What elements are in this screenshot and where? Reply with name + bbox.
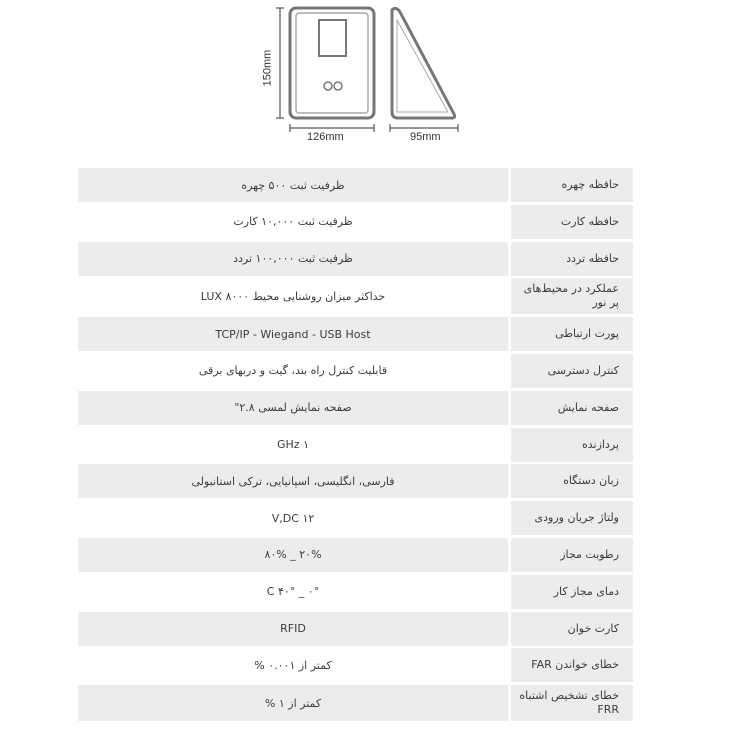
spec-label: حافظه چهره	[511, 168, 633, 202]
table-row	[78, 428, 633, 462]
device-side-outline	[392, 8, 455, 118]
spec-value: ۰° _ ۴۰° C	[266, 585, 320, 599]
device-dimension-diagram	[0, 0, 730, 160]
spec-value: کمتر از ۰.۰۰۱ %	[254, 658, 332, 672]
spec-label: پردازنده	[511, 428, 633, 462]
table-row	[78, 354, 633, 388]
table-row	[78, 501, 633, 535]
table-row	[78, 168, 633, 202]
spec-label: ولتاژ جریان ورودی	[511, 501, 633, 535]
spec-value: TCP/IP - Wiegand - USB Host	[78, 317, 508, 351]
spec-label: زبان دستگاه	[511, 464, 633, 498]
spec-value: ۱ GHz	[277, 438, 309, 452]
spec-label: حافظه کارت	[511, 205, 633, 239]
depth-dimension-label: 95mm	[410, 131, 441, 143]
table-row	[78, 538, 633, 572]
spec-value: ۱۲ V,DC	[271, 511, 315, 525]
spec-value: ظرفیت ثبت ۵۰۰ چهره	[78, 168, 508, 202]
spec-value: فارسی، انگلیسی، اسپانیایی، ترکی استانبولی	[78, 464, 508, 498]
table-row	[78, 242, 633, 276]
table-row	[78, 205, 633, 239]
spec-label: خطای تشخیص اشتباه FRR	[511, 685, 633, 721]
table-row	[78, 278, 633, 314]
table-row	[78, 612, 633, 646]
width-dimension-label: 126mm	[307, 131, 344, 143]
table-row	[78, 464, 633, 498]
spec-value: RFID	[78, 612, 508, 646]
device-drawing	[0, 0, 730, 160]
spec-table	[78, 168, 633, 724]
spec-value: ظرفیت ثبت ۱۰,۰۰۰ کارت	[233, 215, 353, 229]
spec-label: کارت خوان	[511, 612, 633, 646]
spec-label: پورت ارتباطی	[511, 317, 633, 351]
spec-value: ظرفیت ثبت ۱۰۰,۰۰۰ تردد	[78, 242, 508, 276]
spec-value: ۲۰% _ ۸۰%	[78, 538, 508, 572]
spec-label: عملکرد در محیط‌های پر نور	[511, 278, 633, 314]
spec-value: صفحه نمایش لمسی ۲.۸"	[78, 391, 508, 425]
spec-value: کمتر از ۱ %	[78, 685, 508, 721]
spec-value: قابلیت کنترل راه بند، گیت و دربهای برقی	[198, 364, 388, 378]
height-dimension-label: 150mm	[261, 49, 274, 87]
spec-label: کنترل دسترسی	[511, 354, 633, 388]
spec-label: خطای خواندن FAR	[511, 648, 633, 682]
table-row	[78, 575, 633, 609]
device-front-outline	[290, 8, 374, 118]
table-row	[78, 648, 633, 682]
table-row	[78, 391, 633, 425]
spec-label: صفحه نمایش	[511, 391, 633, 425]
table-row	[78, 685, 633, 721]
spec-label: حافظه تردد	[511, 242, 633, 276]
spec-value: حداکثر میزان روشنایی محیط LUX ۸۰۰۰	[200, 289, 386, 303]
spec-label: رطوبت مجاز	[511, 538, 633, 572]
spec-label: دمای مجاز کار	[511, 575, 633, 609]
table-row	[78, 317, 633, 351]
